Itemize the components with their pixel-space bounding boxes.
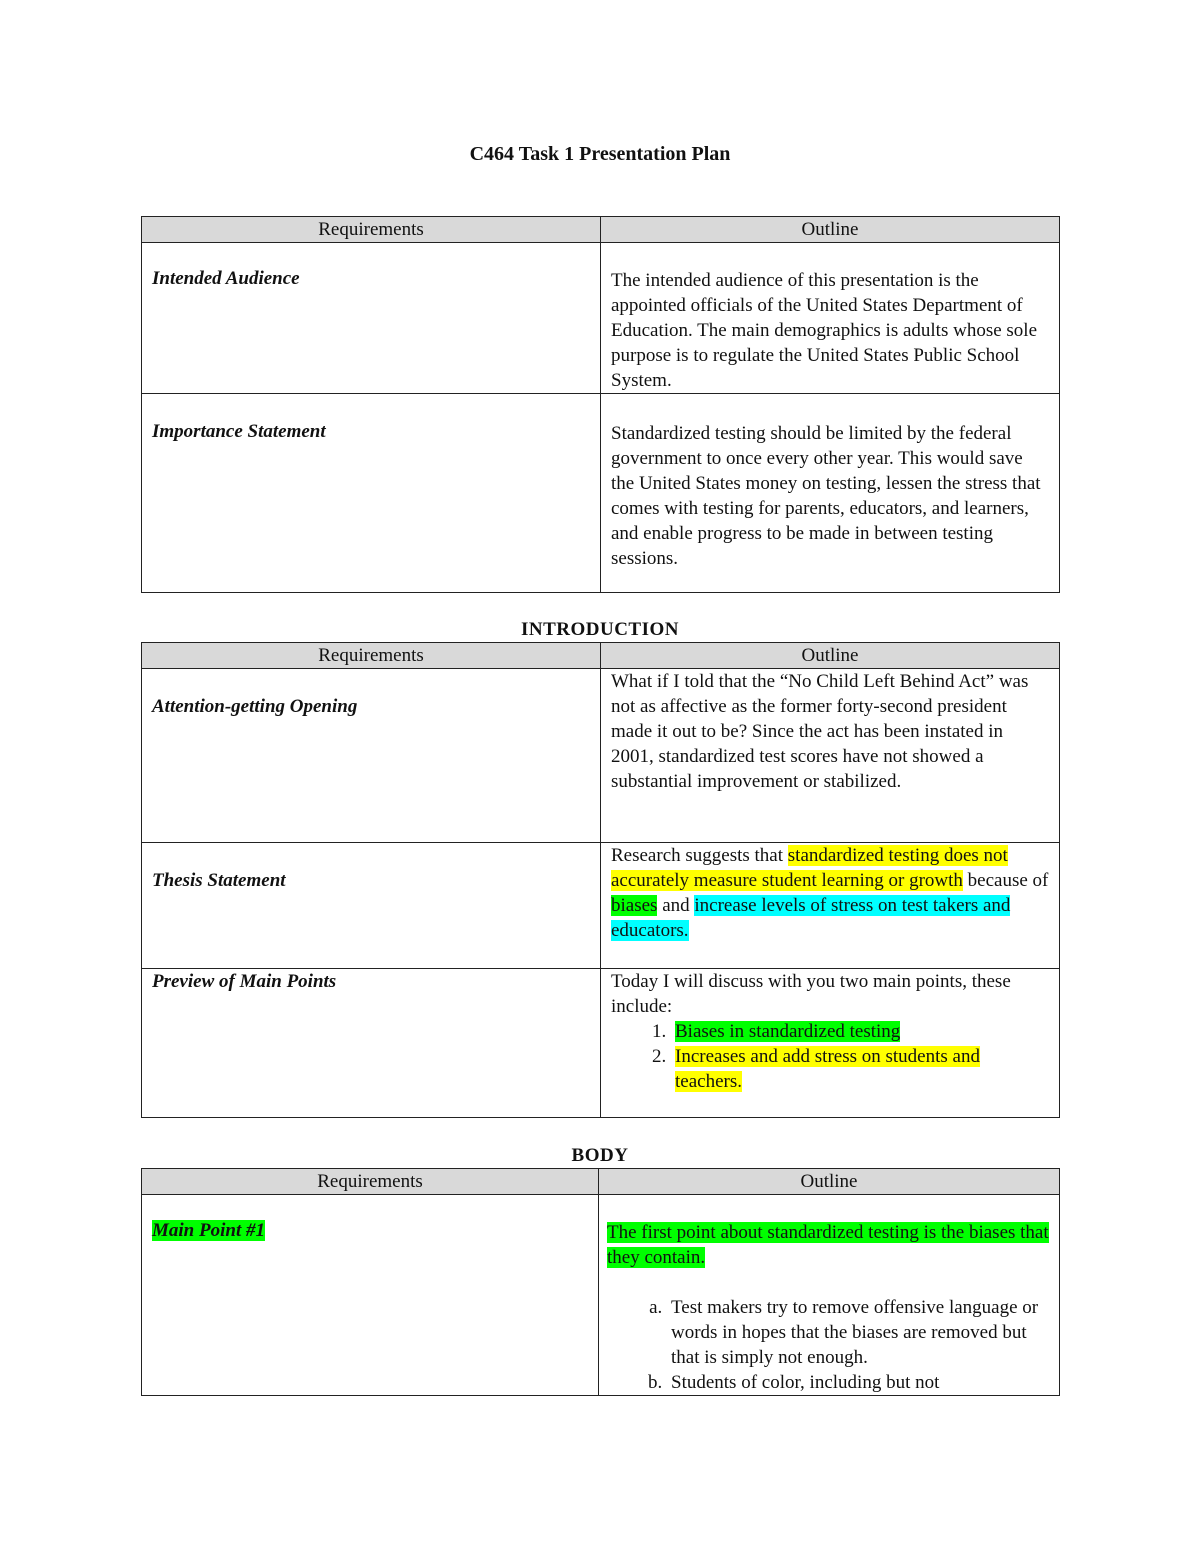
body-heading: BODY	[571, 1145, 629, 1166]
main-points-list	[601, 1019, 1059, 1094]
thesis-statement-label: Thesis Statement	[152, 870, 286, 891]
attention-opening-label: Attention-getting Opening	[152, 696, 358, 717]
table-row	[142, 969, 1060, 1118]
list-item: a. Test makers try to remove offensive language or words in hopes that the biases are removed but that is simply not enough.	[667, 1295, 1049, 1370]
introduction-table	[141, 642, 1060, 1118]
thesis-highlight-green: biases	[611, 895, 658, 916]
table-row	[142, 669, 1060, 843]
importance-statement-text: Standardized testing should be limited by the federal government to once every other year. This would save the United States money on testing, lessen the stress that comes with testing for parents, educators, and learners, and enable progress to be made in between testing sessions.	[611, 423, 1041, 569]
document-title: C464 Task 1 Presentation Plan	[469, 143, 731, 165]
thesis-statement-text: Research suggests that standardized testing does not accurately measure student learning or growth because of biases and increase levels of stress on test takers and educators.	[611, 845, 1049, 941]
outline-header: Outline	[601, 217, 1060, 243]
preview-main-points-text: Today I will discuss with you two main points, these include:	[611, 971, 1011, 1017]
table-row	[142, 1195, 1060, 1396]
attention-opening-text: What if I told that the “No Child Left Behind Act” was not as affective as the former forty-second president made it out to be? Since the act has been instated in 2001, standardized test scores have not showed a substantial improvement or stabilized.	[611, 671, 1029, 792]
table-row	[142, 843, 1060, 969]
importance-statement-label: Importance Statement	[152, 421, 326, 442]
list-item: 1. Biases in standardized testing	[671, 1019, 1049, 1044]
intended-audience-text: The intended audience of this presentation is the appointed officials of the United States Department of Education. The main demographics is adults whose sole purpose is to regulate the United States Public School System.	[611, 270, 1038, 391]
main-point-1-label: Main Point #1	[152, 1220, 265, 1241]
list-item: 2. Increases and add stress on students and teachers.	[671, 1044, 1049, 1094]
main-point-1-intro: The first point about standardized testing is the biases that they contain.	[607, 1222, 1049, 1268]
outline-header: Outline	[601, 643, 1060, 669]
intended-audience-label: Intended Audience	[152, 268, 300, 289]
outline-header: Outline	[599, 1169, 1060, 1195]
table-row	[142, 394, 1060, 593]
requirements-header: Requirements	[142, 217, 601, 243]
preview-main-points-label: Preview of Main Points	[152, 971, 337, 992]
thesis-highlight-cyan: increase levels of stress on test takers and educators.	[611, 895, 1011, 941]
introduction-heading: INTRODUCTION	[520, 619, 680, 640]
list-item: b. Students of color, including but not	[667, 1370, 1049, 1395]
main-point-1-sublist	[599, 1295, 1059, 1395]
requirements-header: Requirements	[142, 643, 601, 669]
table-row	[142, 243, 1060, 394]
thesis-highlight-yellow: standardized testing does not accurately measure student learning or growth	[611, 845, 1008, 891]
requirements-header: Requirements	[142, 1169, 599, 1195]
body-table	[141, 1168, 1060, 1396]
overview-table	[141, 216, 1060, 593]
